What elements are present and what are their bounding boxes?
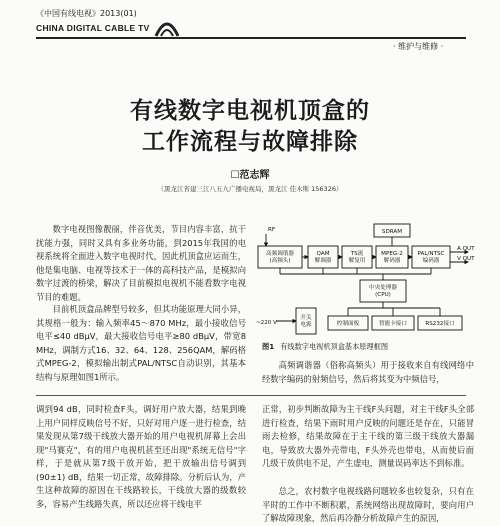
mpeg-label: MPEG-2 解码器	[381, 251, 403, 264]
panel-label: 控制面板	[336, 321, 360, 327]
rf-label: RF	[268, 227, 276, 233]
psu-box	[296, 308, 316, 334]
figure-number: 图1	[262, 342, 275, 351]
header-rule	[36, 37, 466, 39]
body-paragraph-summary: 总之，农村数字电视线路问题较多也较复杂，只有在平时的工作中不断积累，系统网络出现故障时，要向用户了解故障现象，然后再冷静分析故障产生的原因，	[262, 486, 474, 523]
pal-encoder-box	[412, 246, 450, 268]
qam-label: QAM 解调器	[314, 251, 332, 264]
tuner-box	[258, 246, 302, 268]
pal-label: PAL/NTSC 编码器	[417, 251, 445, 264]
body-paragraph-fault: 正常，初步判断故障为主干线F头问题，对主干线F头全部进行检查，结果下雨时用户反映的问题还是存在，只能冒雨去检修，结果故障在于主干线的第三级干线放大器漏电，导致放大器外壳带电，F头外壳也带电，从而使后面几级干放供电不足，产生虚电，测量误码率达不到标准。	[262, 404, 474, 468]
psu-label: 开关电源	[300, 315, 312, 328]
v220-label: ~220 V	[256, 320, 277, 326]
a-out-label: A OUT	[457, 246, 475, 252]
article-title-line-2: 工作流程与故障排除	[142, 128, 358, 155]
card-label: 智能卡接口	[379, 321, 407, 327]
author: ☐范志辉	[230, 170, 270, 181]
figure-caption-text: 有线数字电视机顶盒基本原理框图	[280, 342, 389, 351]
cpu-label: 中央处理器(CPU)	[369, 285, 397, 298]
affiliation: （黑龙江省建三江八五九广播电视局，黑龙江 佳木斯 156326）	[157, 185, 343, 193]
cpu-box	[360, 280, 406, 302]
qam-box	[308, 246, 338, 268]
body-paragraph-tuner: 高频调谐器（俗称高频头）用于接收来自有线网络中经数字编码的射频信号，然后将其变为中频信号，	[262, 360, 474, 384]
figure-caption	[262, 342, 474, 352]
body-paragraph-case: 调到94 dB，同时检查F头，调好用户放大器，结果到晚上用户同样反映信号不好，只好对用户逐一进行检查，结果发现从第7级干线放大器开始的用户电视机屏幕上会出现"马赛克"，有的用户电视机甚至还出现"系统无信号"字样，于是就从第7级干放开始，把干放输出信号调到(90±1) dB，结果一切正常，故障排除。分析后认为，产生这种故障的原因在干线路较长，干线放大器的级数较多，容易产生线路失真，所以还应将干线电平	[36, 404, 246, 509]
ts-label: TS流解复用	[348, 251, 366, 264]
journal-name: 《中国有线电视》2013(01)	[36, 9, 137, 18]
mpeg-decoder-box	[376, 246, 408, 268]
block-diagram	[256, 222, 478, 340]
sdram-label: SDRAM	[381, 229, 403, 235]
article-title-line-1: 有线数字电视机顶盒的	[130, 97, 370, 124]
rs232-label: RS232接口	[425, 321, 455, 327]
ts-demux-box	[342, 246, 372, 268]
journal-english-name: CHINA DIGITAL CABLE TV	[36, 23, 150, 33]
body-paragraph-specs: 目前机顶盒品牌型号较多，但其功能原理大同小异，其规格一般为：输入频率45～870 MHz，最小接收信号电平≤40 dBμV，最大接收信号电平≥80 dBμV，带宽8 MHz，调制方式16、32、64、128、256QAM，解码格式MPEG-2，模拟输出制式PAL/NTSC自动识别，其基本结构与原理如图1所示。	[36, 304, 246, 382]
section-divider	[36, 395, 466, 396]
column-label: · 维护与维修 ·	[393, 42, 444, 51]
v-out-label: V OUT	[457, 256, 475, 262]
tuner-label: 高频调谐器(高频头)	[266, 251, 294, 264]
body-paragraph-intro: 数字电视图像靓丽，伴音优美，节目内容丰富，抗干扰能力强，同时又具有多业务功能，到2015年我国的电视系统将全面进入数字电视时代，因此机顶盒应运而生，他是集电脑、电视等技术于一体的高科技产品，是模拟向数字过渡的桥梁，解决了目前模拟电视机不能看数字电视节目的难题。	[36, 224, 246, 302]
